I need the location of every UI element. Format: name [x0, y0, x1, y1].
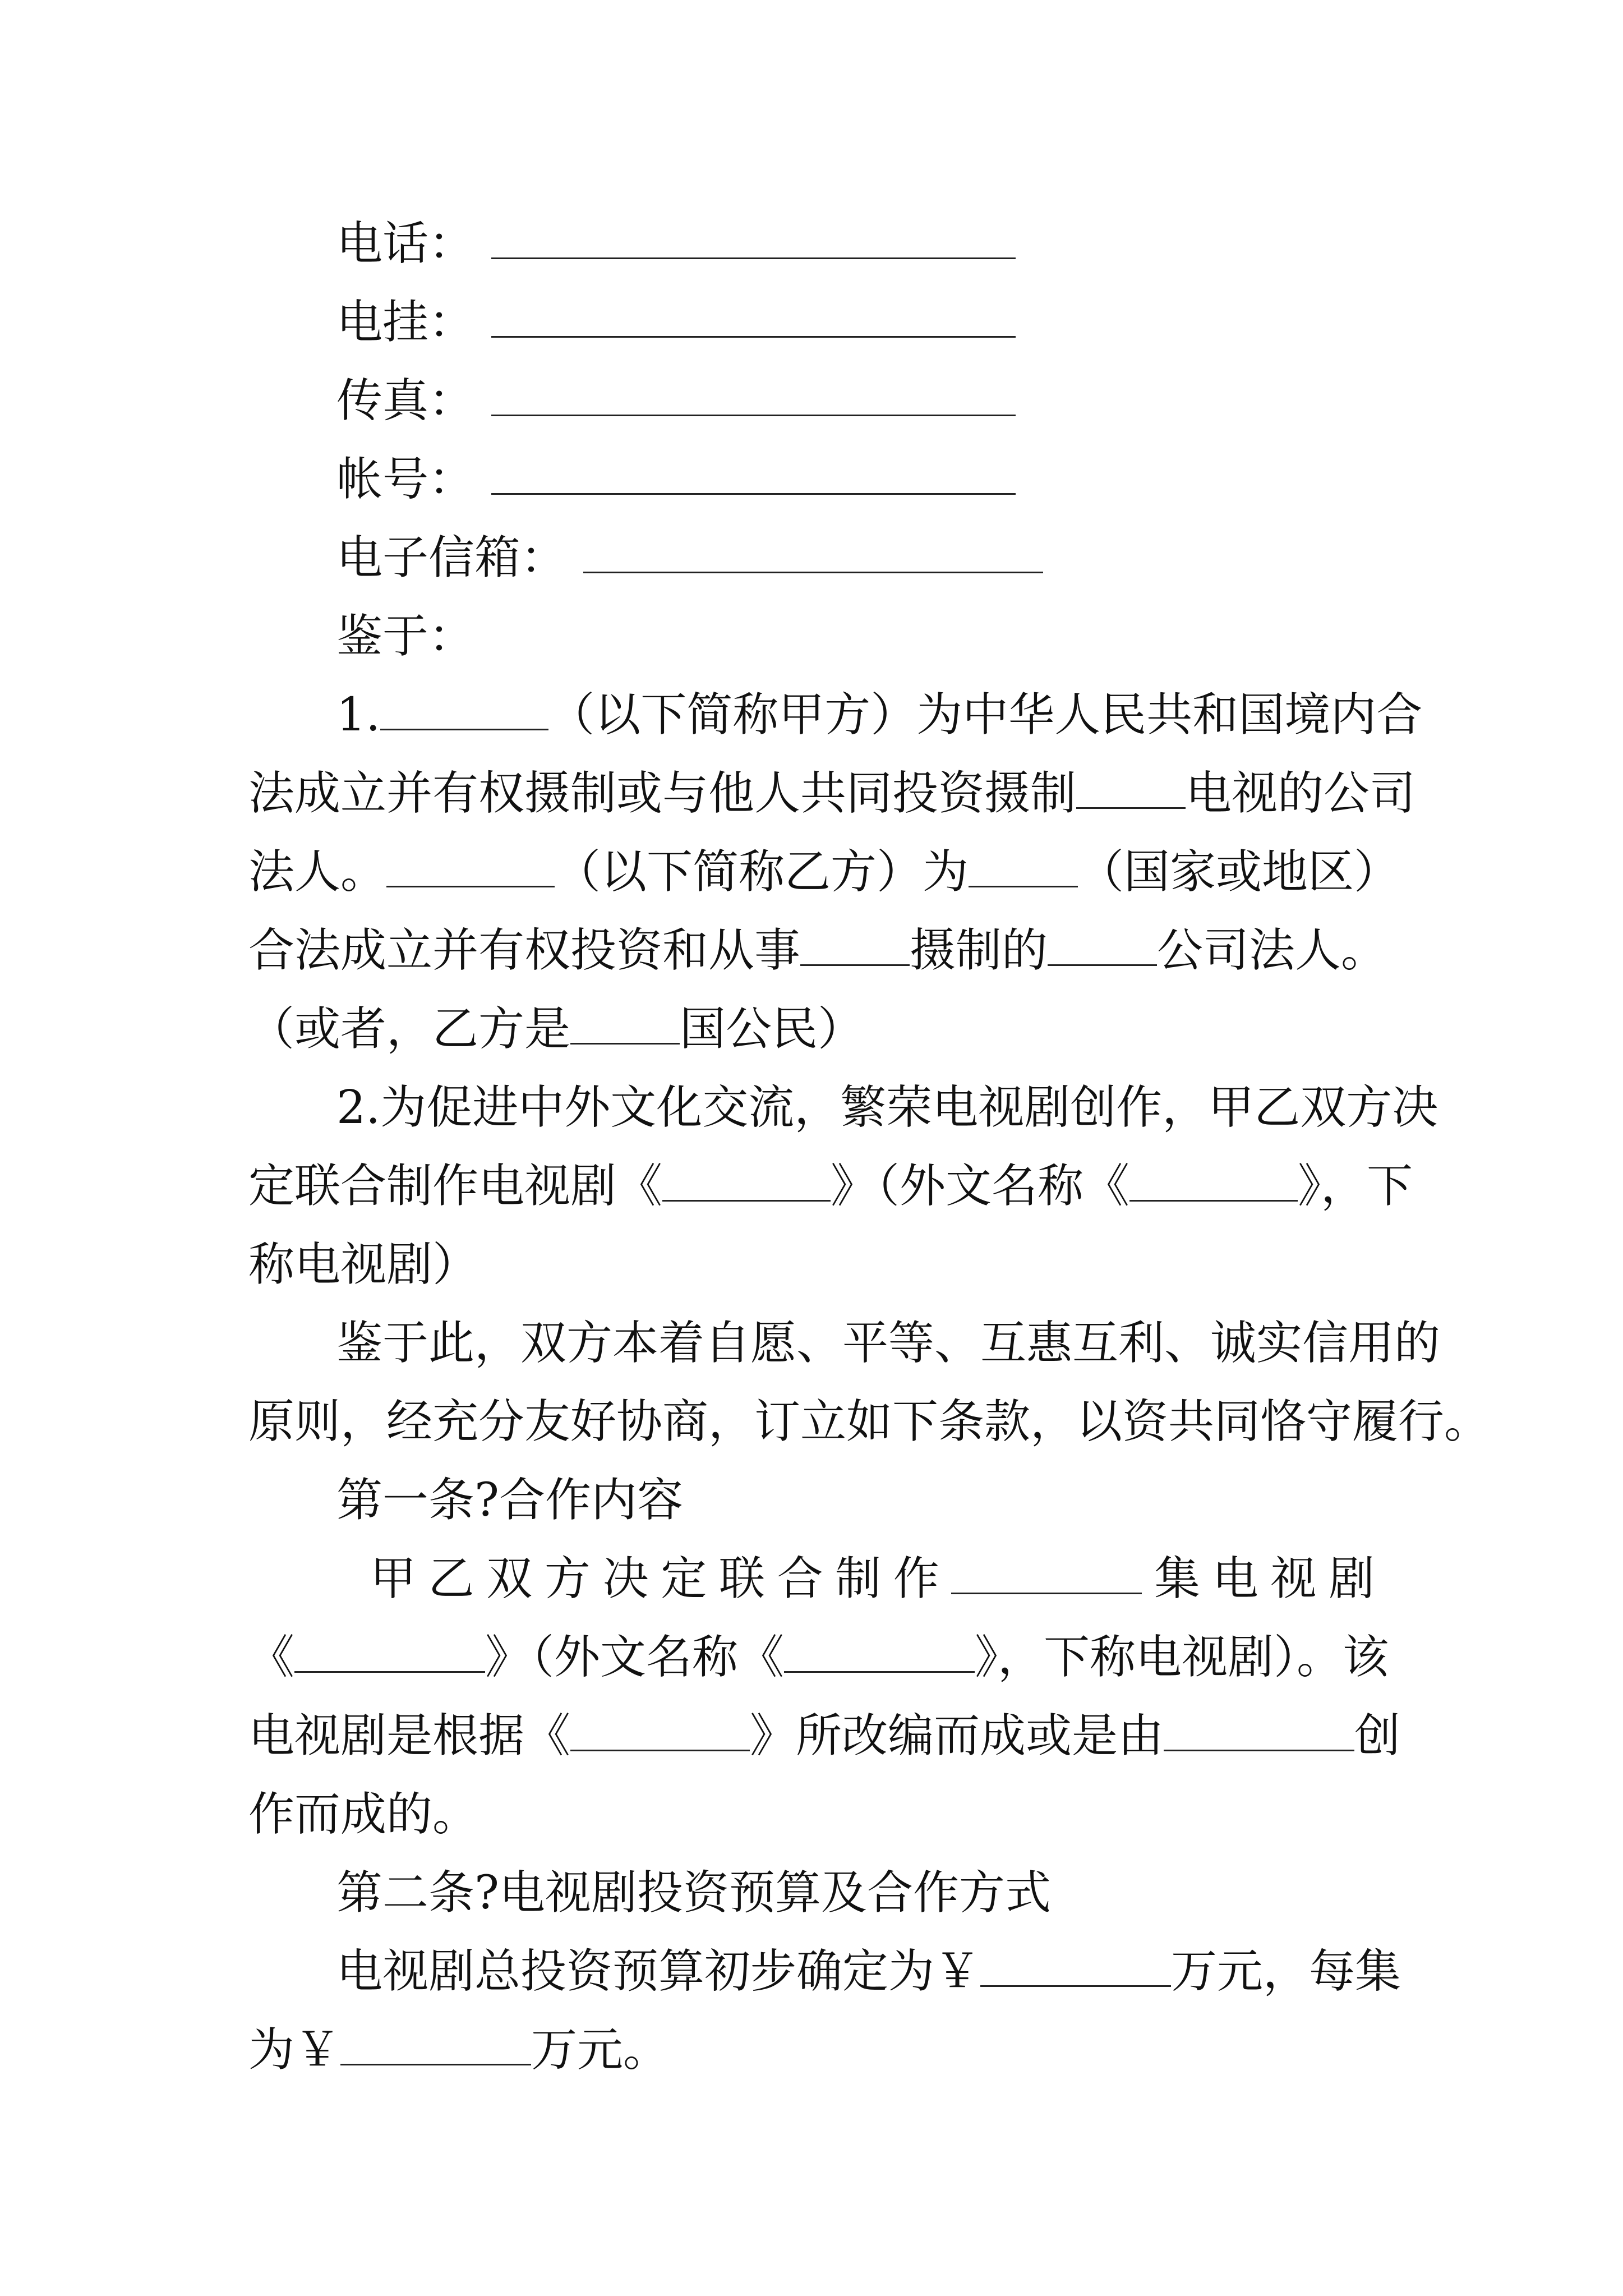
source-work-blank — [570, 1711, 750, 1751]
para1-line2 — [248, 754, 1416, 833]
para3-line2: 原则，经充分友好协商，订立如下条款，以资共同恪守履行。 — [248, 1395, 1491, 1448]
author-blank — [1164, 1711, 1354, 1751]
para1-line5 — [248, 990, 1623, 1069]
email-blank — [583, 533, 1043, 573]
para1-text-c3: （国家或地区） — [1078, 845, 1400, 899]
article2-line1 — [336, 1932, 1401, 2011]
article1-line1 — [370, 1540, 1375, 1618]
article1-text-c1: 电视剧是根据《 — [248, 1709, 571, 1763]
article1-line3 — [248, 1697, 1401, 1775]
country-blank — [969, 848, 1078, 887]
para2-line2 — [248, 1147, 1413, 1226]
telegram-label: 电挂： — [336, 296, 475, 349]
para1-line3 — [248, 833, 1400, 912]
para1-text-e1: （或者，乙方是 — [248, 1002, 571, 1056]
party-b-blank — [386, 848, 555, 887]
account-blank — [491, 455, 1016, 495]
article2-text-b2: 万元。 — [531, 2023, 670, 2077]
para1-line1 — [336, 676, 1423, 754]
phone-blank — [491, 219, 1016, 259]
article2-text-a1: 电视剧总投资预算初步确定为￥ — [336, 1945, 981, 1998]
fax-field-row — [336, 362, 1623, 440]
fax-blank — [491, 376, 1016, 416]
article1-text-c2: 》所改编而成或是由 — [750, 1709, 1164, 1763]
drama-title-blank — [662, 1162, 831, 1202]
episode-count-blank — [951, 1554, 1142, 1594]
business-blank — [800, 926, 910, 966]
article1-title-blank — [294, 1633, 485, 1673]
para1-number: 1. — [336, 688, 381, 742]
article1-title: 第一条?合作内容 — [336, 1474, 683, 1527]
article1-text-a1: 甲乙双方决定联合制作 — [370, 1552, 952, 1605]
para1-text-d2: 摄制的 — [910, 924, 1048, 977]
whereas-heading: 鉴于： — [336, 610, 475, 663]
para1-text-b1: 法成立并有权摄制或与他人共同投资摄制 — [248, 767, 1077, 820]
para2-text-b2: 》（外文名称《 — [831, 1159, 1130, 1213]
total-budget-blank — [980, 1947, 1171, 1987]
article2-line2 — [248, 2011, 1623, 2090]
article2-text-b1: 为￥ — [248, 2023, 341, 2077]
para1-text-a: （以下简称甲方）为中华人民共和国境内合 — [548, 688, 1423, 742]
account-label: 帐号： — [336, 453, 475, 506]
article2-text-a2: 万元，每集 — [1171, 1945, 1401, 1998]
email-field-row — [336, 519, 1623, 597]
article2-title: 第二条?电视剧投资预算及合作方式 — [336, 1866, 1051, 1920]
article1-text-b2: 》（外文名称《 — [485, 1631, 785, 1684]
para1-text-d1: 合法成立并有权投资和从事 — [248, 924, 801, 977]
party-a-blank — [380, 691, 548, 730]
para3-line1: 鉴于此，双方本着自愿、平等、互惠互利、诚实信用的 — [336, 1317, 1441, 1370]
article1-line4: 作而成的。 — [248, 1788, 479, 1841]
article1-text-b3: 》，下称电视剧）。该 — [975, 1631, 1389, 1684]
article1-text-c3: 创 — [1354, 1709, 1401, 1763]
para1-line4 — [248, 912, 1387, 990]
para1-text-b2: 电视的公司 — [1186, 767, 1416, 820]
phone-label: 电话： — [336, 217, 475, 270]
para2-line3: 称电视剧） — [248, 1238, 479, 1291]
para2-line1: 2.为促进中外文化交流，繁荣电视剧创作，甲乙双方决 — [336, 1081, 1438, 1134]
para1-text-c1: 法人。 — [248, 845, 387, 899]
account-field-row — [336, 440, 1623, 519]
phone-field-row — [336, 205, 1623, 283]
per-episode-budget-blank — [340, 2026, 531, 2065]
email-label: 电子信箱： — [336, 531, 567, 585]
para1-text-c2: （以下简称乙方）为 — [555, 845, 969, 899]
tv-type-blank — [1076, 769, 1186, 809]
para2-text-b1: 定联合制作电视剧《 — [248, 1159, 663, 1213]
telegram-field-row — [336, 283, 1623, 362]
telegram-blank — [491, 298, 1016, 338]
article1-foreign-title-blank — [784, 1633, 975, 1673]
company-type-blank — [1048, 926, 1157, 966]
foreign-title-blank — [1129, 1162, 1298, 1202]
para1-text-d3: 公司法人。 — [1157, 924, 1387, 977]
nationality-blank — [570, 1005, 680, 1045]
fax-label: 传真： — [336, 374, 475, 427]
article1-text-b1: 《 — [248, 1631, 295, 1684]
para2-text-b3: 》，下 — [1298, 1159, 1413, 1213]
article1-line2 — [248, 1618, 1389, 1697]
para1-text-e2: 国公民） — [680, 1002, 864, 1056]
article1-text-a2: 集电视剧 — [1142, 1552, 1375, 1605]
